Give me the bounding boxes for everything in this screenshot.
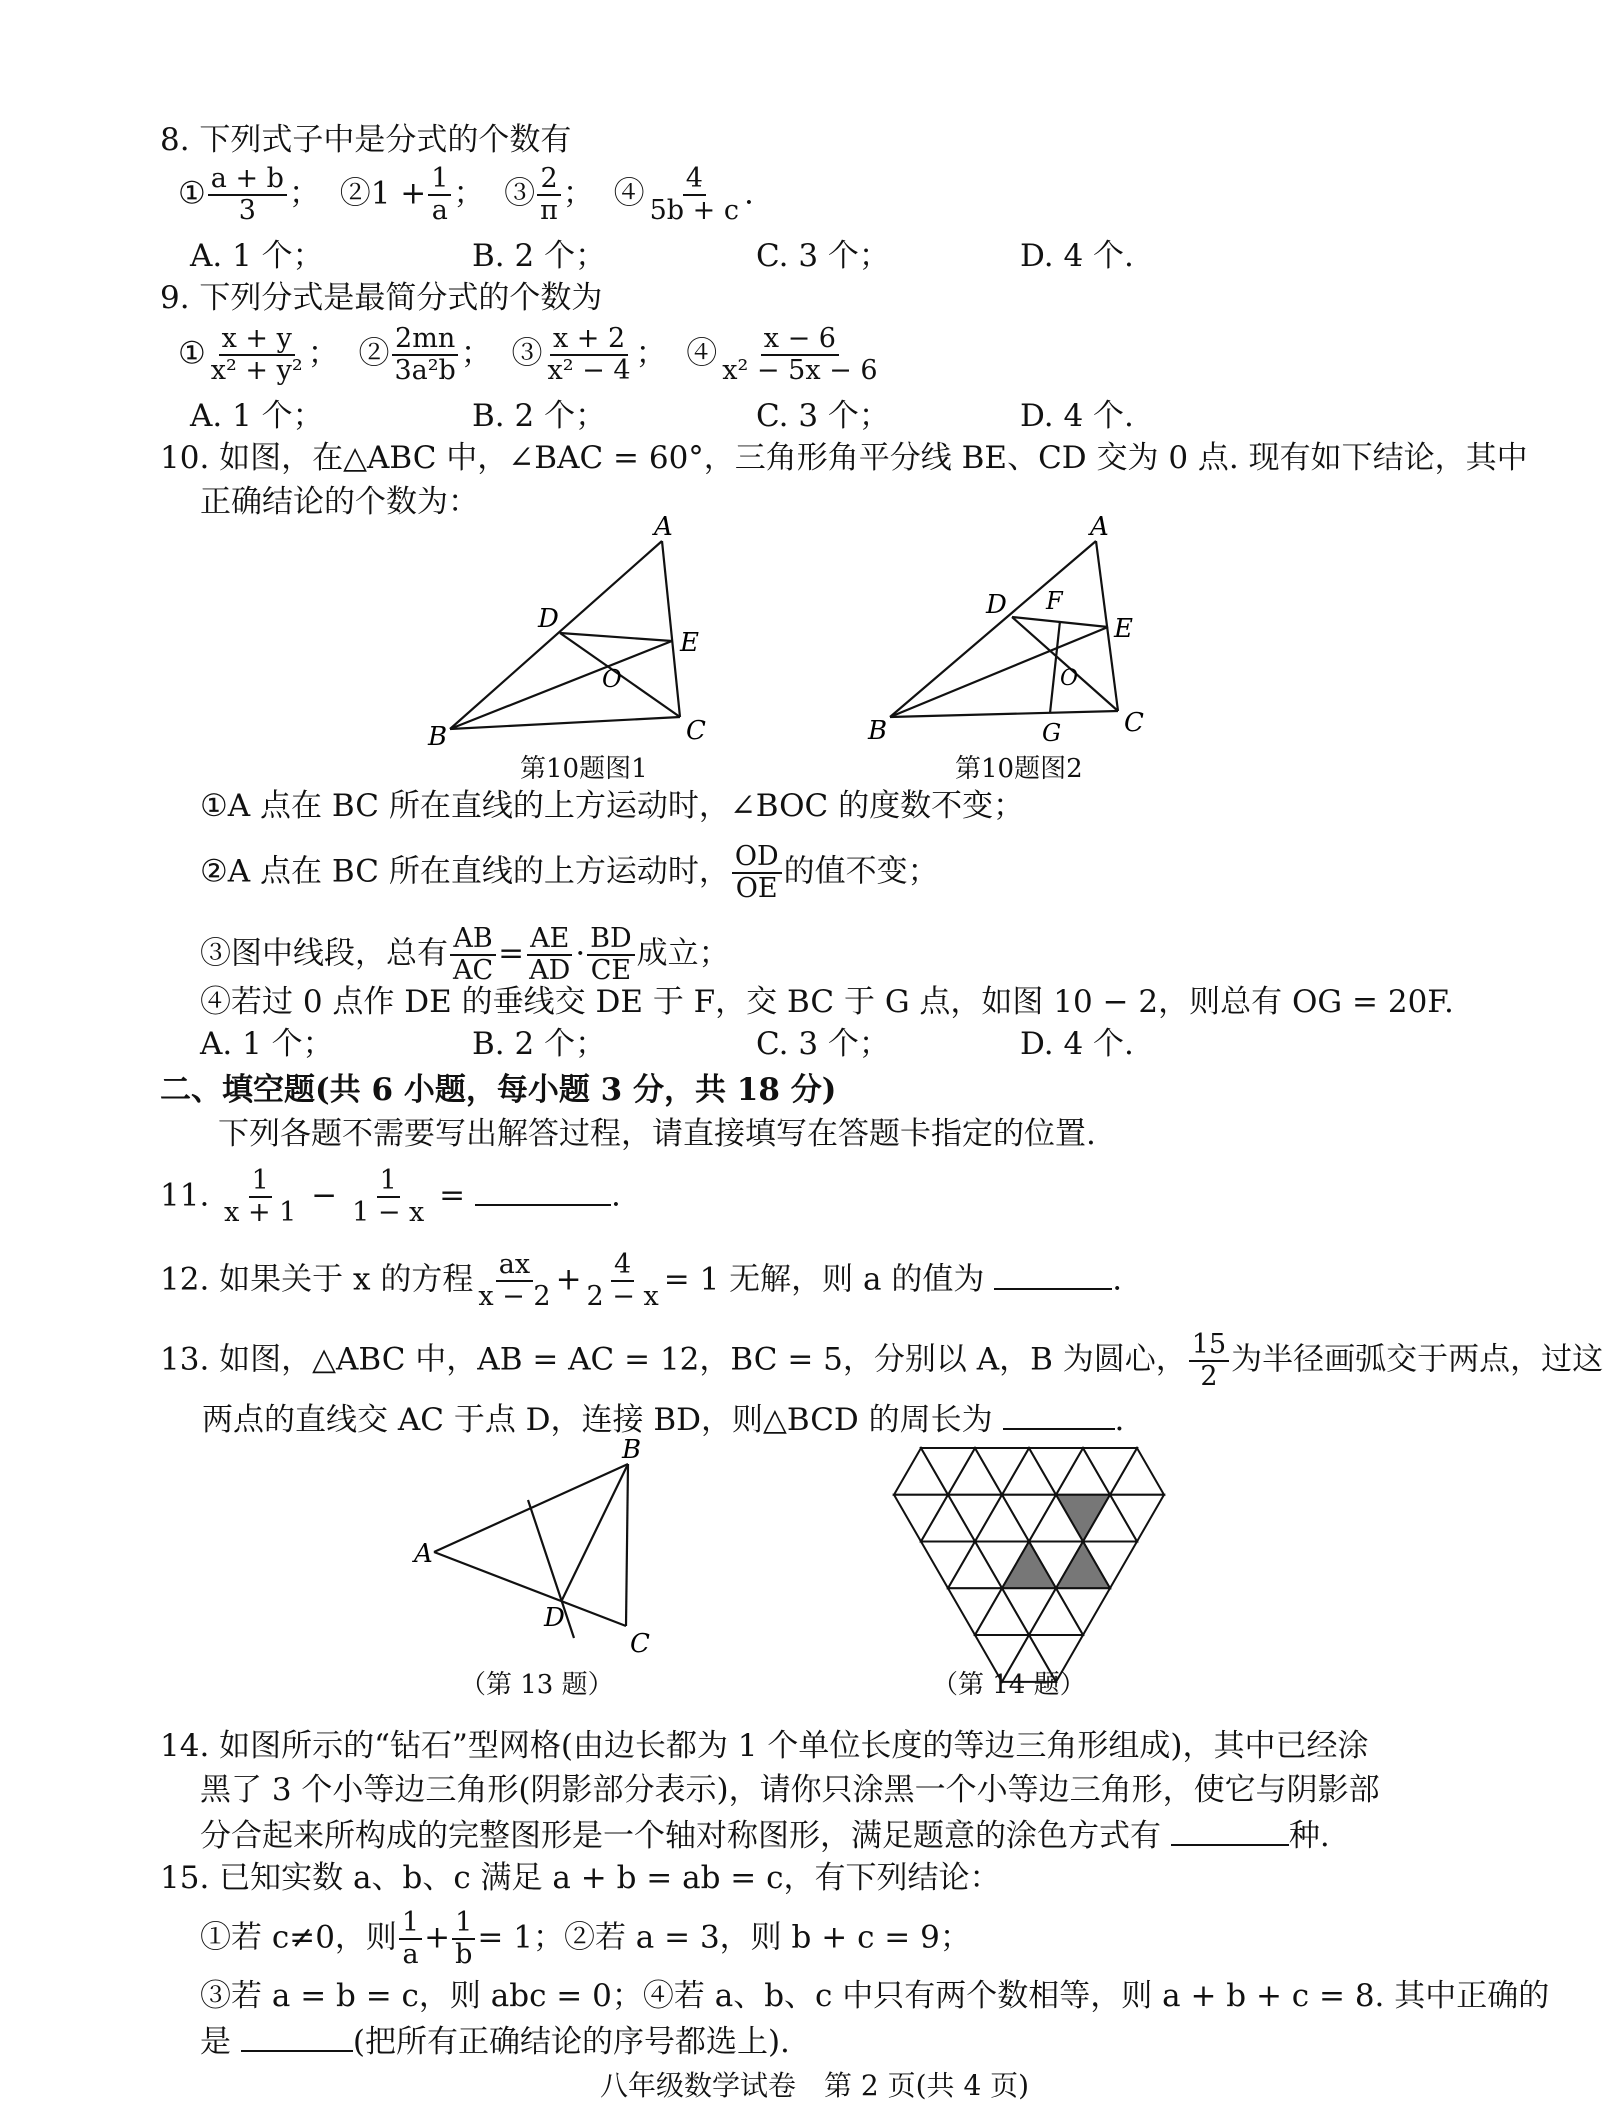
q8-expressions: ① $\frac{a + b}{3}$ ； ②1 + $\frac{1}{a}$ ； ③ $\frac{2}{\pi}$ ； ④ $\frac{4}{5b + c}$ .: [178, 163, 754, 226]
fig1-label-o: O: [602, 665, 622, 693]
page-footer: 八年级数学试卷 第 2 页(共 4 页): [600, 2069, 1030, 2102]
fig2-label-d: D: [986, 590, 1007, 620]
q9-option-c: C. 3 个；: [756, 398, 890, 434]
q8-option-c: C. 3 个；: [756, 238, 890, 274]
fig1-label-a: A: [654, 512, 673, 542]
q10-statement-4: ④若过 0 点作 DE 的垂线交 DE 于 F，交 BC 于 G 点，如图 10 − 2，则总有 OG = 20F.: [200, 984, 1454, 1020]
q10-fig1-caption: 第10题图1: [520, 754, 648, 784]
q8-option-d: D. 4 个.: [1020, 238, 1134, 274]
section2-instructions: 下列各题不需要写出解答过程，请直接填写在答题卡指定的位置.: [218, 1116, 1096, 1152]
q9-option-b: B. 2 个；: [472, 398, 607, 434]
fig2-label-a: A: [1090, 512, 1109, 542]
fig2-label-o: O: [1060, 666, 1079, 691]
q10-option-d: D. 4 个.: [1020, 1026, 1134, 1062]
q8-option-a: A. 1 个；: [190, 238, 324, 274]
fig2-label-f: F: [1046, 587, 1063, 615]
q10-statement-3: ③图中线段，总有 $\frac{AB}{AC}$ = $\frac{AE}{AD}$ · $\frac{BD}{CE}$ 成立；: [200, 923, 730, 986]
q14-line2: 黑了 3 个小等边三角形(阴影部分表示)，请你只涂黑一个小等边三角形，使它与阴影部: [200, 1772, 1380, 1808]
fig1-label-e: E: [680, 628, 699, 658]
q13-caption: （第 13 题）: [460, 1670, 614, 1700]
q14-answer-blank: [1171, 1814, 1289, 1846]
q10-option-c: C. 3 个；: [756, 1026, 890, 1062]
q10-stem-line2: 正确结论的个数为：: [200, 484, 479, 520]
fig13-label-d: D: [544, 1603, 565, 1633]
q8-option-b: B. 2 个；: [472, 238, 607, 274]
q10-statement-1: ①A 点在 BC 所在直线的上方运动时，∠BOC 的度数不变；: [200, 788, 1025, 824]
section2-title: 二、填空题(共 6 小题，每小题 3 分，共 18 分): [160, 1072, 837, 1108]
q9-expressions: ① $\frac{x + y}{\text{x² + y²}}$ ； ② $\frac{2mn}{\text{3a²b}}$ ； ③ $\frac{x + 2}{\text{x² − 4}}$ ； ④ $\frac{x - 6}{\text{x² − 5x − 6}}$: [178, 323, 878, 386]
fig13-label-a: A: [414, 1539, 433, 1569]
q15-stem: 15. 已知实数 a、b、c 满足 a + b = ab = c，有下列结论：: [160, 1860, 1001, 1896]
q15-conclusions-1-2: ①若 c≠0，则 $\frac{1}{a}$ + $\frac{1}{b}$ = 1；②若 a = 3，则 b + c = 9；: [200, 1907, 971, 1970]
q8-stem: 8. 下列式子中是分式的个数有: [160, 122, 572, 158]
fig2-label-b: B: [868, 716, 888, 746]
q11: 11. $\frac{1}{x + 1}$ − $\frac{1}{1 - x}$ = .: [160, 1165, 621, 1228]
q12: 12. 如果关于 x 的方程 $\frac{ax}{x - 2}$ + $\frac{4}{2 - x}$ = 1 无解，则 a 的值为 .: [160, 1249, 1123, 1312]
q9-option-d: D. 4 个.: [1020, 398, 1134, 434]
fig1-label-c: C: [686, 716, 706, 746]
fig13-label-c: C: [630, 1629, 650, 1659]
q10-fig2-caption: 第10题图2: [955, 754, 1083, 784]
q15-line4: 是 (把所有正确结论的序号都选上).: [200, 2020, 790, 2062]
q9-stem: 9. 下列分式是最简分式的个数为: [160, 280, 603, 316]
q14-line3: 分合起来所构成的完整图形是一个轴对称图形，满足题意的涂色方式有 种.: [200, 1814, 1330, 1856]
fig2-label-e: E: [1114, 614, 1133, 644]
fig2-label-g: G: [1042, 719, 1062, 747]
q14-figure: [876, 1440, 1126, 1660]
q13-line2: 两点的直线交 AC 于点 D，连接 BD，则△BCD 的周长为 .: [202, 1398, 1124, 1440]
q15-conclusions-3-4: ③若 a = b = c，则 abc = 0；④若 a、b、c 中只有两个数相等，则 a + b + c = 8. 其中正确的: [200, 1978, 1550, 2014]
q13-line1: 13. 如图，△ABC 中，AB = AC = 12，BC = 5，分别以 A，B 为圆心， $\frac{15}{2}$ 为半径画弧交于两点，过这: [160, 1329, 1603, 1392]
q10-stem-line1: 10. 如图，在△ABC 中，∠BAC = 60°，三角形角平分线 BE、CD 交为 0 点. 现有如下结论，其中: [160, 440, 1528, 476]
q9-option-a: A. 1 个；: [190, 398, 324, 434]
q10-figure-1: [420, 505, 720, 755]
q10-statement-2: ②A 点在 BC 所在直线的上方运动时， $\frac{OD}{OE}$ 的值不变；: [200, 841, 939, 904]
fig13-label-b: B: [622, 1435, 642, 1465]
q10-option-a: A. 1 个；: [200, 1026, 334, 1062]
fig1-label-d: D: [538, 604, 559, 634]
q10-figure-2: [868, 505, 1168, 755]
q10-option-b: B. 2 个；: [472, 1026, 607, 1062]
fig1-label-b: B: [428, 722, 448, 752]
q11-answer-blank: [475, 1174, 611, 1206]
q15-answer-blank: [241, 2020, 353, 2052]
q13-answer-blank: [1003, 1398, 1115, 1430]
q14-caption: （第 14 题）: [932, 1670, 1086, 1700]
fig2-label-c: C: [1124, 708, 1144, 738]
q13-figure: [400, 1435, 680, 1670]
q14-line1: 14. 如图所示的“钻石”型网格(由边长都为 1 个单位长度的等边三角形组成)，其中已经涂: [160, 1728, 1369, 1764]
q12-answer-blank: [994, 1258, 1112, 1290]
